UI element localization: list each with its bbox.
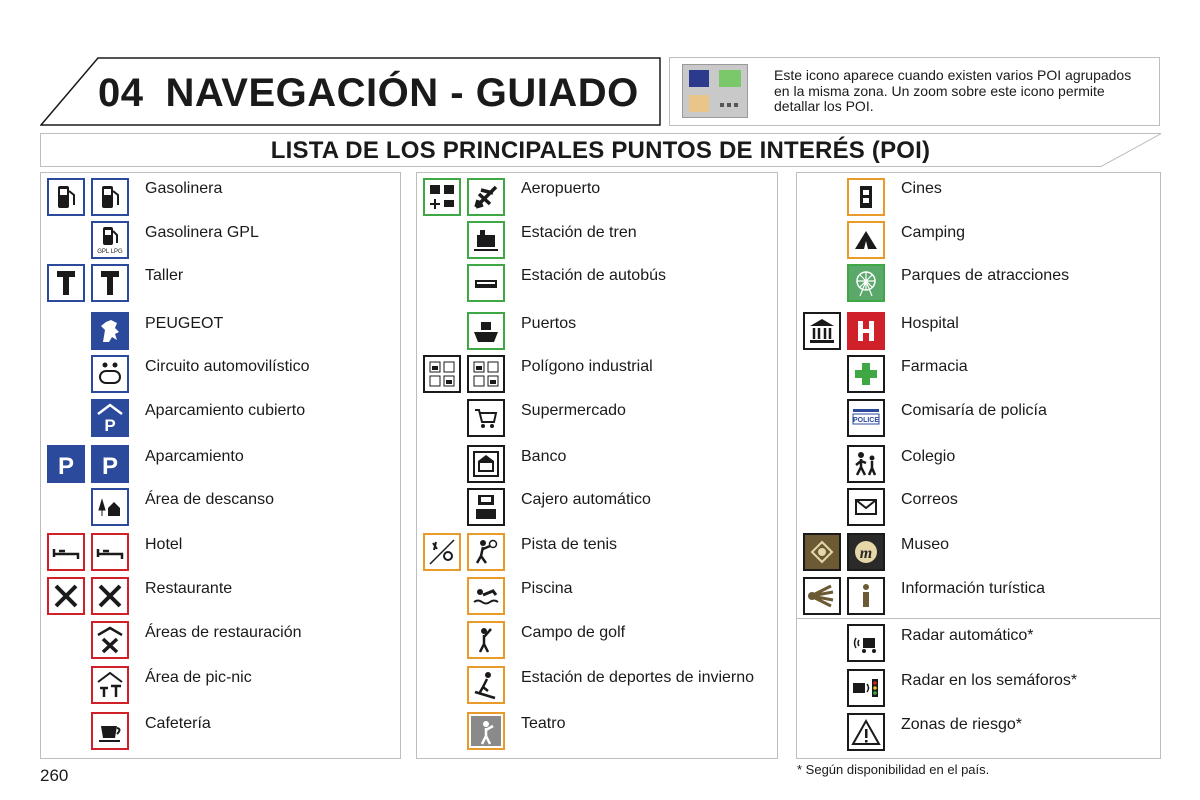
bank-icon [467, 445, 505, 483]
poi-row [797, 175, 1160, 219]
poi-label: Museo [901, 536, 950, 553]
sport-group-icon [423, 533, 461, 571]
poi-column-services [40, 172, 401, 759]
poi-row [797, 219, 1160, 263]
danger-zone-icon [847, 713, 885, 751]
chapter-title: NAVEGACIÓN - GUIADO [165, 71, 639, 115]
poi-label: Áreas de restauración [145, 624, 302, 641]
poi-row [417, 443, 777, 487]
transport-group-icon [423, 178, 461, 216]
parking-icon [91, 445, 129, 483]
race-circuit-icon [91, 355, 129, 393]
police-icon [847, 399, 885, 437]
info-i-icon [847, 577, 885, 615]
poi-label: Colegio [901, 448, 956, 465]
lpg-fuel-pump-icon [91, 221, 129, 259]
poi-row [797, 575, 1160, 619]
poi-row [797, 397, 1160, 441]
svg-text:P: P [101, 453, 119, 479]
poi-row [417, 619, 777, 663]
page-number: 260 [40, 766, 69, 785]
roadside-restaurant-icon [91, 621, 129, 659]
swimmer-icon [467, 577, 505, 615]
fuel-pump-icon [91, 178, 129, 216]
covered-parking-icon [91, 399, 129, 437]
poi-label: Radar automático* [901, 627, 1034, 644]
poi-column-transport-commerce [416, 172, 778, 759]
rest-area-icon [91, 488, 129, 526]
poi-row [41, 575, 400, 619]
poi-label: Área de descanso [145, 491, 274, 508]
envelope-icon [847, 488, 885, 526]
peugeot-lion-icon [91, 312, 129, 350]
school-children-icon [847, 445, 885, 483]
poi-group-icon [682, 64, 748, 118]
tourism-group-icon [803, 577, 841, 615]
poi-row [417, 219, 777, 263]
footnote: * Según disponibilidad en el país. [797, 762, 990, 777]
poi-label: Cines [901, 180, 942, 197]
poi-row [797, 622, 1160, 666]
poi-label: Cafetería [145, 715, 211, 732]
poi-group-note [669, 57, 1160, 126]
airplane-icon [467, 178, 505, 216]
poi-label: Hospital [901, 315, 959, 332]
poi-row [417, 175, 777, 219]
train-icon [467, 221, 505, 259]
poi-label: Farmacia [901, 358, 968, 375]
poi-column-leisure-public [796, 172, 1161, 759]
theatre-icon [467, 712, 505, 750]
poi-label: Taller [145, 267, 184, 284]
poi-label: Estación de deportes de invierno [521, 669, 755, 686]
svg-text:POLICE: POLICE [852, 417, 880, 424]
poi-row [797, 262, 1160, 306]
golfer-icon [467, 621, 505, 659]
tourism-group-icon [803, 533, 841, 571]
poi-label: Teatro [521, 715, 566, 732]
poi-row [797, 667, 1160, 711]
ferris-wheel-icon [847, 264, 885, 302]
fuel-pump-icon [47, 178, 85, 216]
fork-knife-icon [91, 577, 129, 615]
skier-icon [467, 666, 505, 704]
poi-group-note-text: Este icono aparece cuando existen varios POI agrupados en la misma zona. Un zoom sobre este icono permite detallar los POI. [774, 67, 1132, 114]
ship-icon [467, 312, 505, 350]
poi-row [417, 310, 777, 354]
poi-label: Aparcamiento cubierto [145, 402, 306, 419]
poi-label: Zonas de riesgo* [901, 716, 1022, 733]
industrial-group-icon [423, 355, 461, 393]
poi-row [417, 575, 777, 619]
poi-row [41, 353, 400, 397]
poi-row [417, 262, 777, 306]
museum-icon [847, 533, 885, 571]
bed-icon [47, 533, 85, 571]
tent-icon [847, 221, 885, 259]
poi-row [41, 310, 400, 354]
poi-row [417, 397, 777, 441]
atm-icon [467, 488, 505, 526]
fork-knife-icon [47, 577, 85, 615]
poi-row [797, 443, 1160, 487]
poi-label: PEUGEOT [145, 315, 224, 332]
film-reel-icon [847, 178, 885, 216]
poi-label: Comisaría de policía [901, 402, 1047, 419]
speed-camera-icon [847, 624, 885, 662]
parking-icon [47, 445, 85, 483]
poi-row [41, 219, 400, 263]
poi-label: Polígono industrial [521, 358, 653, 375]
poi-label: Campo de golf [521, 624, 626, 641]
poi-row [417, 486, 777, 530]
poi-label: Gasolinera GPL [145, 224, 259, 241]
poi-label: Supermercado [521, 402, 626, 419]
poi-row [417, 664, 777, 708]
poi-row [41, 175, 400, 219]
poi-row [41, 664, 400, 708]
section-title: LISTA DE LOS PRINCIPALES PUNTOS DE INTERÉS (POI) [270, 137, 931, 164]
poi-label: Camping [901, 224, 966, 241]
industrial-group-icon [467, 355, 505, 393]
poi-row [41, 443, 400, 487]
svg-text:GPL LPG: GPL LPG [97, 249, 123, 255]
poi-row [41, 262, 400, 306]
poi-row [41, 531, 400, 575]
poi-row [41, 397, 400, 441]
poi-label: Banco [521, 448, 567, 465]
picnic-icon [91, 666, 129, 704]
poi-label: Hotel [145, 536, 183, 553]
poi-label: Parques de atracciones [901, 267, 1070, 284]
poi-label: Aeropuerto [521, 180, 601, 197]
poi-label: Radar en los semáforos* [901, 672, 1078, 689]
hospital-h-icon [847, 312, 885, 350]
pharmacy-cross-icon [847, 355, 885, 393]
shopping-cart-icon [467, 399, 505, 437]
chapter-banner [40, 57, 661, 126]
bus-icon [467, 264, 505, 302]
poi-row [797, 486, 1160, 530]
poi-label: Cajero automático [521, 491, 651, 508]
tennis-icon [467, 533, 505, 571]
svg-text:m: m [859, 545, 873, 562]
poi-label: Puertos [521, 315, 577, 332]
chapter-heading [98, 71, 639, 116]
poi-row [417, 531, 777, 575]
coffee-cup-icon [91, 712, 129, 750]
public-building-icon [803, 312, 841, 350]
wrench-icon [47, 264, 85, 302]
poi-row [797, 711, 1160, 755]
chapter-number: 04 [98, 71, 144, 115]
radar-section-divider [797, 618, 1160, 619]
poi-label: Correos [901, 491, 958, 508]
poi-row [41, 486, 400, 530]
poi-row [417, 710, 777, 754]
traffic-light-camera-icon [847, 669, 885, 707]
poi-label: Pista de tenis [521, 536, 618, 553]
poi-label: Estación de autobús [521, 267, 666, 284]
poi-label: Estación de tren [521, 224, 637, 241]
bed-icon [91, 533, 129, 571]
poi-label: Información turística [901, 580, 1046, 597]
section-title-banner [40, 133, 1161, 167]
poi-label: Restaurante [145, 580, 233, 597]
poi-label: Área de pic-nic [145, 669, 252, 686]
poi-row [797, 353, 1160, 397]
poi-row [41, 710, 400, 754]
poi-label: Piscina [521, 580, 573, 597]
poi-row [797, 531, 1160, 575]
poi-label: Aparcamiento [145, 448, 244, 465]
poi-row [41, 619, 400, 663]
poi-label: Circuito automovilístico [145, 358, 310, 375]
svg-text:P: P [57, 453, 75, 479]
poi-row [417, 353, 777, 397]
poi-label: Gasolinera [145, 180, 223, 197]
wrench-icon [91, 264, 129, 302]
svg-text:P: P [104, 416, 116, 434]
poi-row [797, 310, 1160, 354]
